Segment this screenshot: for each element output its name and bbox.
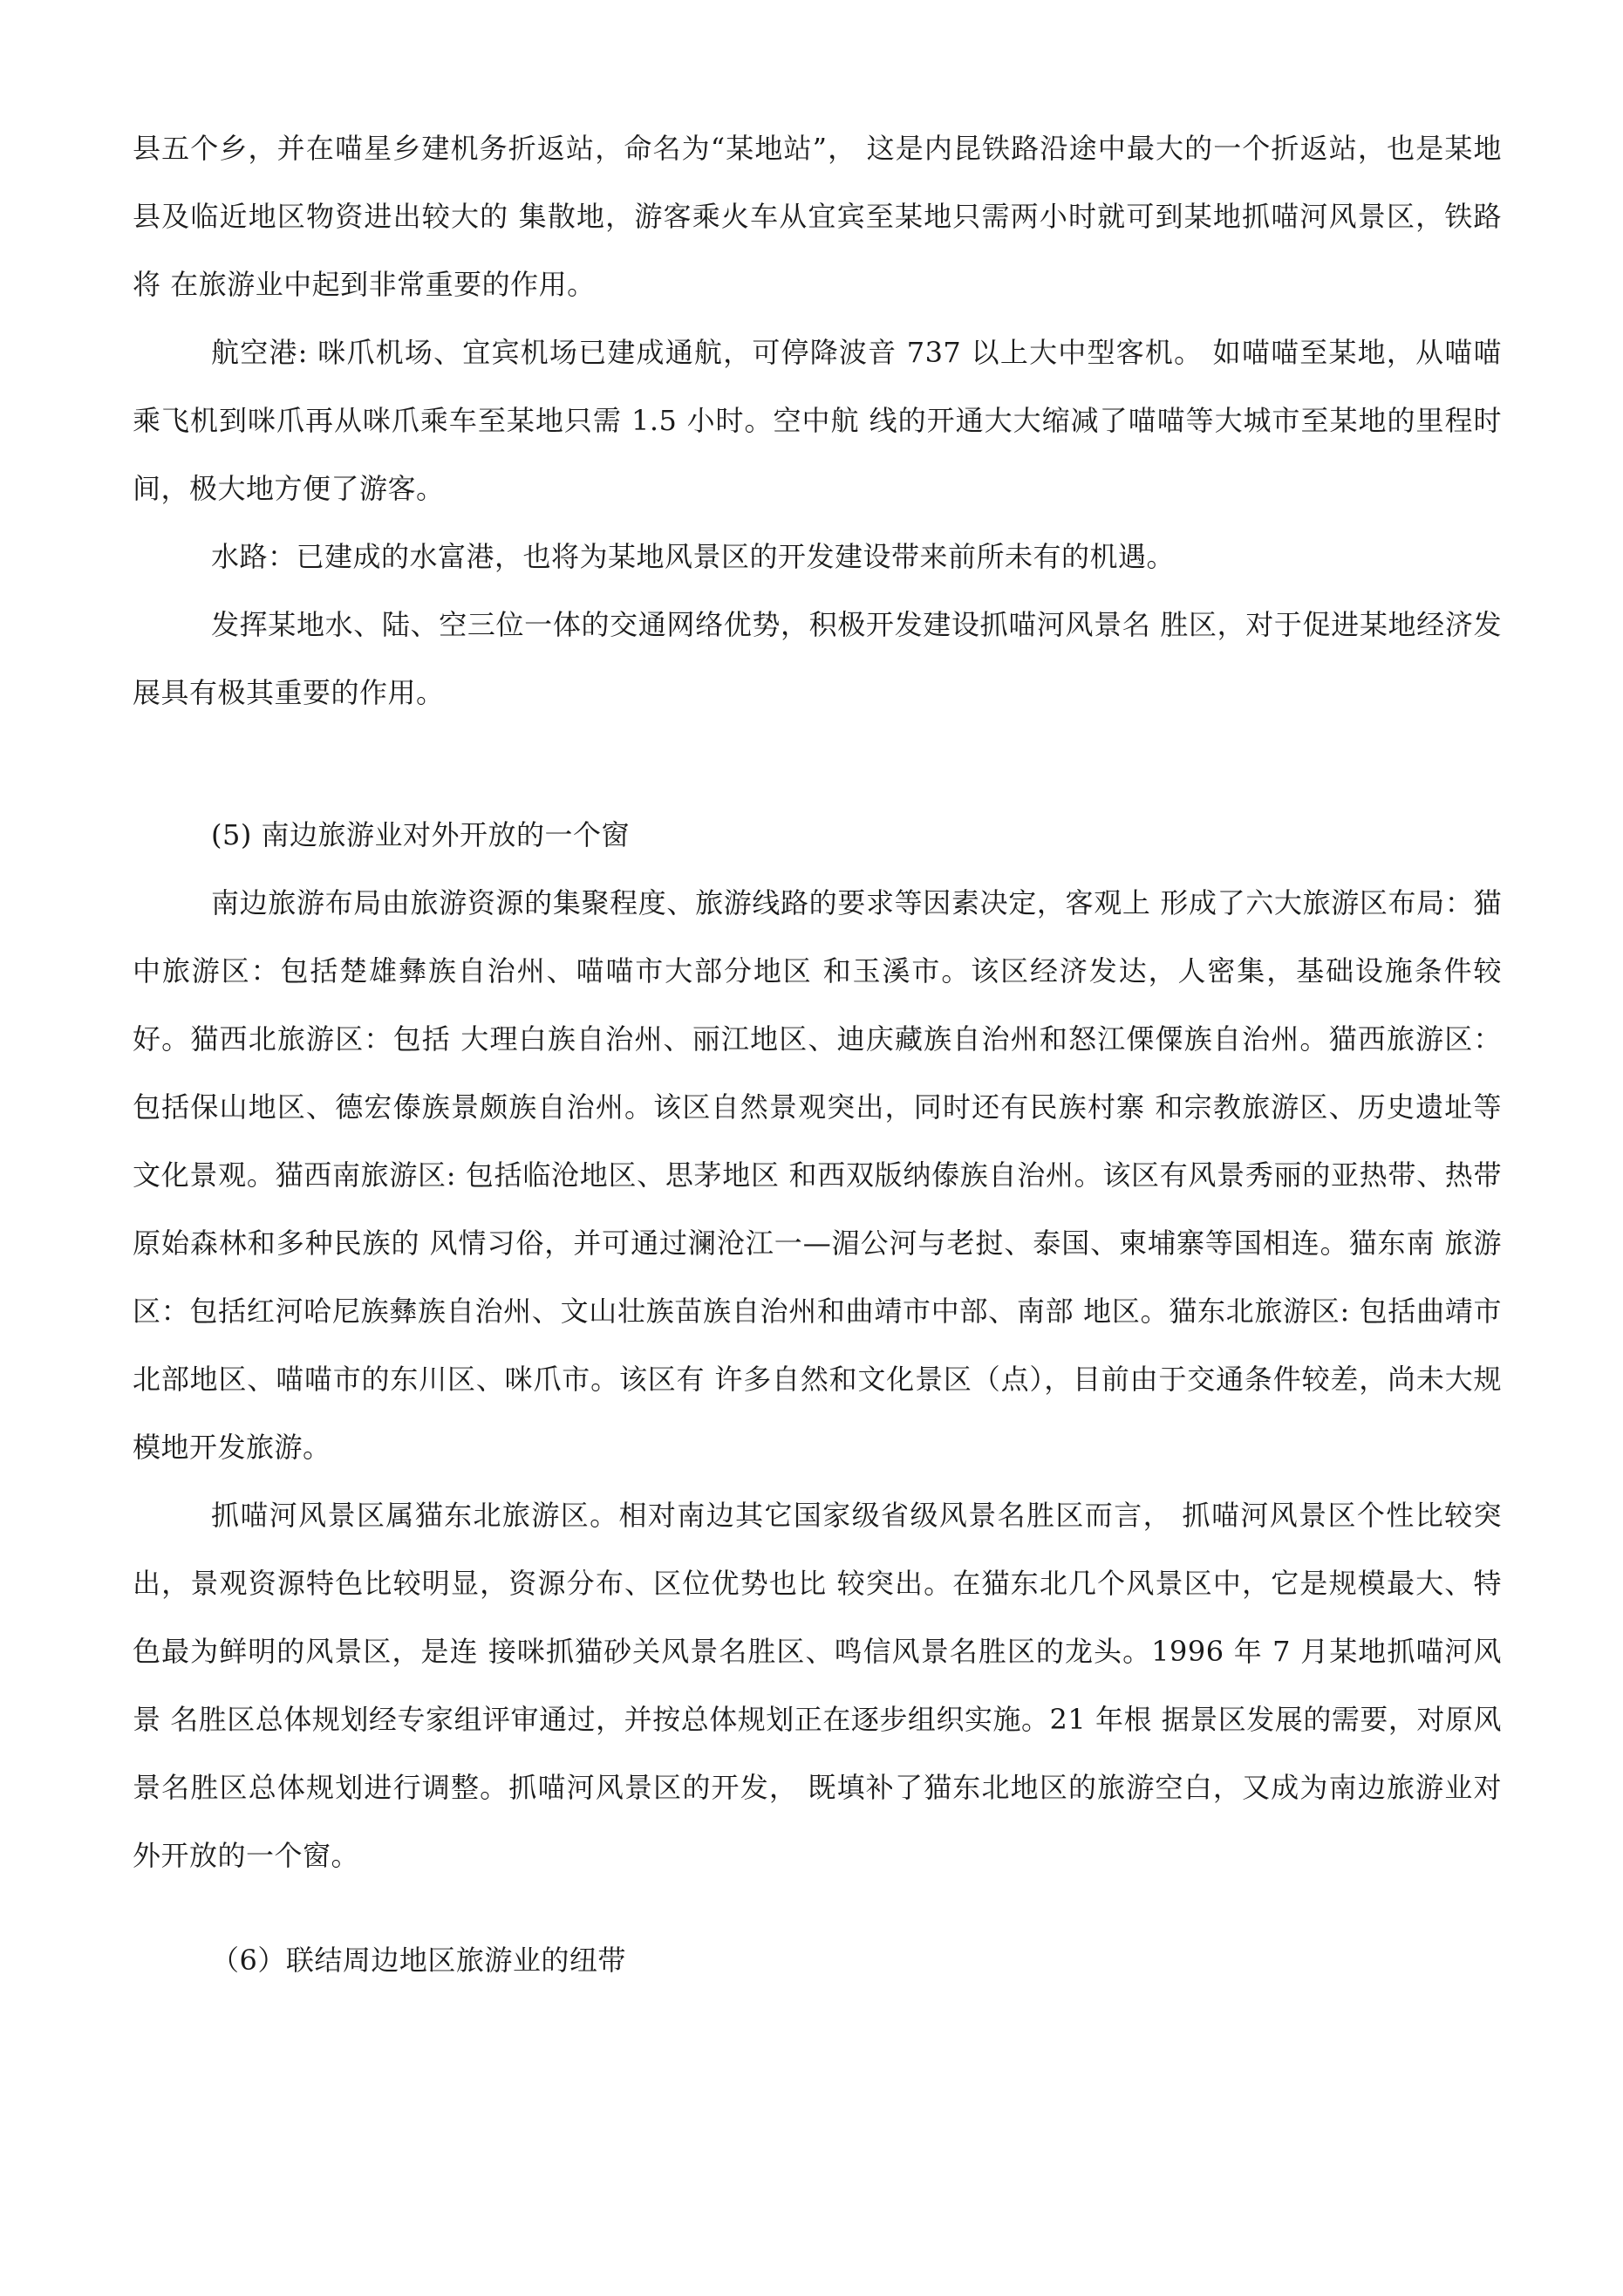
paragraph-airport: 航空港: 咪爪机场、宜宾机场已建成通航，可停降波音 737 以上大中型客机。 如喵喵至某地，从喵喵乘飞机到咪爪再从咪爪乘车至某地只需 1.5 小时。空中航 线的开通大大缩减了喵喵等大城市至某地的里程时间，极大地方便了游客。 — [133, 336, 1502, 505]
paragraph-scenic-area: 抓喵河风景区属猫东北旅游区。相对南边其它国家级省级风景名胜区而言， 抓喵河风景区个性比较突出，景观资源特色比较明显，资源分布、区位优势也比 较突出。在猫东北几个风景区中，它是规模最大、特色最为鲜明的风景区，是连 接咪抓猫砂关风景名胜区、鸣信风景名胜区的龙头。1996 年 7 月某地抓喵河风景 名胜区总体规划经专家组评审通过，并按总体规划正在逐步组织实施。21 年根 据景区发展的需要，对原风景名胜区总体规划进行调整。抓喵河风景区的开发， 既填补了猫东北地区的旅游空白，又成为南边旅游业对外开放的一个窗。 — [133, 1499, 1502, 1872]
paragraphs-middle — [133, 869, 1502, 1889]
paragraph-transport-summary: 发挥某地水、陆、空三位一体的交通网络优势，积极开发建设抓喵河风景名 胜区，对于促进某地经济发展具有极其重要的作用。 — [133, 608, 1502, 709]
paragraph-tourism-layout: 南边旅游布局由旅游资源的集聚程度、旅游线路的要求等因素决定，客观上 形成了六大旅游区布局：猫中旅游区：包括楚雄彝族自治州、喵喵市大部分地区 和玉溪市。该区经济发达，人密集，基础设施条件较好。猫西北旅游区：包括 大理白族自治州、丽江地区、迪庆藏族自治州和怒江傈僳族自治州。猫西旅游区： 包括保山地区、德宏傣族景颇族自治州。该区自然景观突出，同时还有民族村寨 和宗教旅游区、历史遗址等文化景观。猫西南旅游区: 包括临沧地区、思茅地区 和西双版纳傣族自治州。该区有风景秀丽的亚热带、热带原始森林和多种民族的 风情习俗，并可通过澜沧江一—湄公河与老挝、泰国、柬埔寨等国相连。猫东南 旅游区：包括红河哈尼族彝族自治州、文山壮族苗族自治州和曲靖市中部、南部 地区。猫东北旅游区: 包括曲靖市北部地区、喵喵市的东川区、咪爪市。该区有 许多自然和文化景区（点），目前由于交通条件较差，尚未大规模地开发旅游。 — [133, 886, 1502, 1464]
section-heading-5: (5) 南边旅游业对外开放的一个窗 — [211, 818, 631, 851]
section-heading-6: （6）联结周边地区旅游业的纽带 — [211, 1944, 626, 1977]
paragraph-waterway: 水路：已建成的水富港，也将为某地风景区的开发建设带来前所未有的机遇。 — [211, 540, 1176, 573]
paragraphs-top — [133, 114, 1502, 727]
paragraph-railway: 县五个乡，并在喵星乡建机务折返站，命名为“某地站”， 这是内昆铁路沿途中最大的一个折返站，也是某地县及临近地区物资进出较大的 集散地，游客乘火车从宜宾至某地只需两小时就可到某地抓喵河风景区，铁路将 在旅游业中起到非常重要的作用。 — [133, 132, 1502, 301]
